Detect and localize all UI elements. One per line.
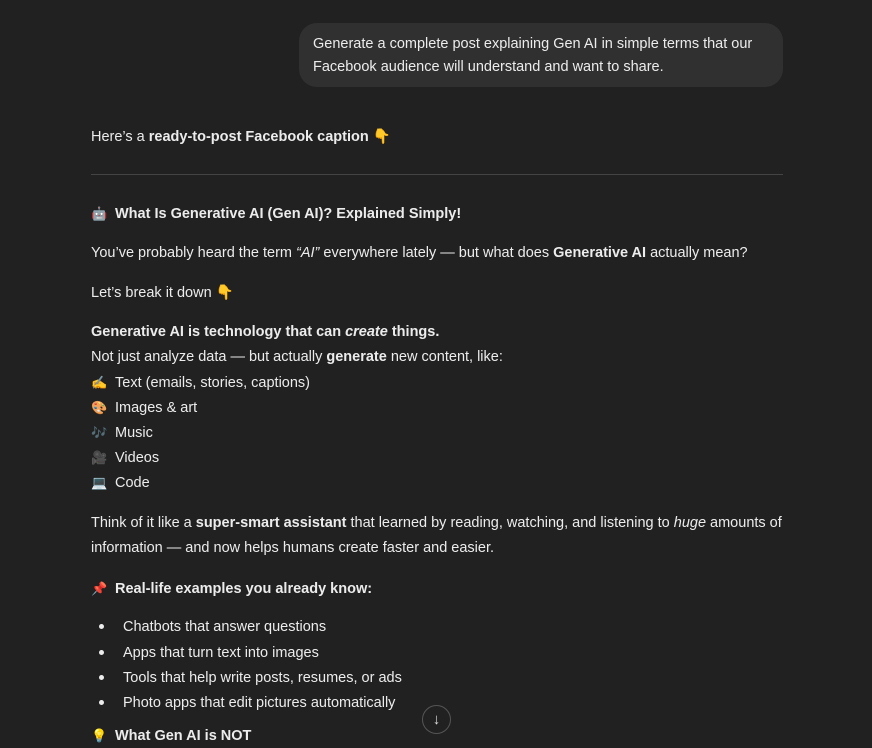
text: You’ve probably heard the term: [91, 245, 297, 261]
pushpin-icon: 📌: [91, 581, 108, 596]
text: Photo apps that edit pictures automatically: [123, 695, 396, 711]
text: “AI”: [296, 245, 320, 261]
paragraph-break-down: [91, 281, 234, 306]
paragraph-assistant: [91, 511, 782, 536]
text: new content, like:: [386, 349, 503, 365]
text: everywhere lately — but what does: [319, 245, 554, 261]
text: actually mean?: [646, 245, 748, 261]
text: things.: [387, 324, 440, 340]
bullet: [99, 650, 104, 655]
video-camera-icon: 🎥: [91, 450, 108, 465]
text: that learned by reading, watching, and listening to: [346, 515, 674, 531]
label: Music: [115, 425, 153, 441]
content-type-item: [91, 445, 159, 471]
list-item: [91, 666, 402, 691]
heading-text: What Is Generative AI (Gen AI)? Explained Simply!: [115, 206, 462, 222]
paragraph-ai-term: [91, 241, 748, 266]
text: Not just analyze data — but actually: [91, 349, 327, 365]
user-message-bubble: [299, 23, 783, 87]
heading-text: Real-life examples you already know:: [115, 581, 373, 597]
intro-text: Here’s a: [91, 129, 149, 145]
label: Code: [115, 475, 150, 491]
writing-hand-icon: ✍️: [91, 375, 108, 390]
bullet: [99, 675, 104, 680]
text: Apps that turn text into images: [123, 645, 319, 661]
text: Generative AI is technology that can: [91, 324, 346, 340]
heading-not: [91, 723, 251, 748]
paragraph-definition: [91, 320, 439, 345]
list-item: [91, 691, 395, 716]
lightbulb-icon: 💡: [91, 728, 108, 743]
text: generate: [326, 349, 387, 365]
text: super-smart assistant: [195, 515, 347, 531]
text: create: [345, 324, 388, 340]
text: Tools that help write posts, resumes, or ads: [123, 670, 402, 686]
bullet: [99, 700, 104, 705]
paragraph-generate: [91, 345, 503, 370]
palette-icon: 🎨: [91, 400, 108, 415]
robot-icon: 🤖: [91, 206, 108, 221]
label: Images & art: [115, 400, 198, 416]
content-type-item: [91, 420, 153, 446]
intro-bold: ready-to-post Facebook caption: [148, 129, 369, 145]
text: Chatbots that answer questions: [123, 619, 327, 635]
heading-what-is: [91, 201, 461, 227]
intro-line: [91, 125, 391, 150]
text: Generative AI: [553, 245, 647, 261]
label: Text (emails, stories, captions): [115, 375, 311, 391]
point-down-icon: 👇: [372, 129, 391, 145]
list-item: [91, 615, 326, 640]
scroll-to-bottom-button[interactable]: [422, 705, 451, 734]
divider: [91, 174, 783, 175]
music-notes-icon: 🎶: [91, 425, 108, 440]
text: Let’s break it down: [91, 285, 212, 301]
text: huge: [673, 515, 707, 531]
point-down-icon: 👇: [215, 285, 234, 301]
heading-text: What Gen AI is NOT: [115, 728, 252, 744]
heading-examples: [91, 576, 372, 602]
content-type-item: [91, 395, 197, 421]
laptop-icon: 💻: [91, 475, 108, 490]
content-type-item: [91, 470, 150, 496]
user-message-text: Generate a complete post explaining Gen AI in simple terms that our Facebook audience will understand and want to share.: [313, 36, 753, 75]
arrow-down-icon: ↓: [432, 711, 441, 728]
list-item: [91, 641, 319, 666]
text: Think of it like a: [91, 515, 196, 531]
text: amounts of: [706, 515, 782, 531]
content-type-item: [91, 370, 310, 396]
bullet: [99, 624, 104, 629]
paragraph-assistant-cont: information — and now helps humans create faster and easier.: [91, 540, 495, 556]
label: Videos: [115, 450, 160, 466]
